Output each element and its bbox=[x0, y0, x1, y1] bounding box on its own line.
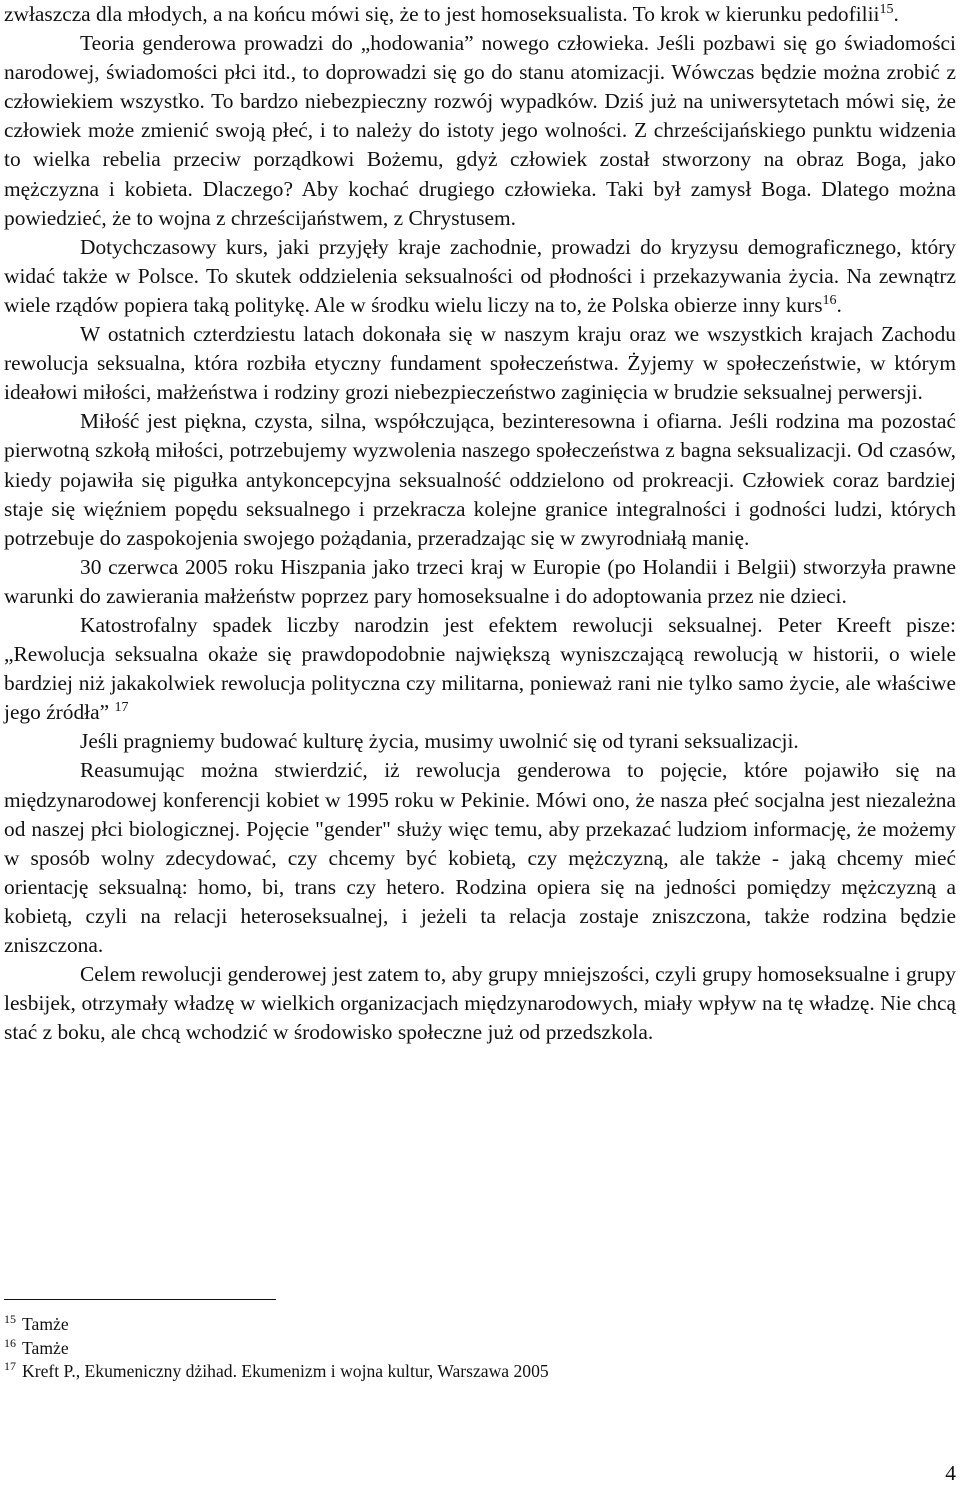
paragraph bbox=[4, 960, 956, 1047]
paragraph bbox=[4, 407, 956, 552]
paragraph-text: Katostrofalny spadek liczby narodzin jest efektem rewolucji seksualnej. Peter Kreeft pisze: „Rewolucja seksualna okaże się prawdopodobnie największą wyniszczającą rewolucją w historii, o wiele bardziej niż jakakolwiek rewolucja polityczna czy militarna, ponieważ rani nie tylko samo życie, ale właściwe jego źródła” bbox=[4, 612, 956, 725]
paragraph bbox=[4, 553, 956, 611]
paragraph-text: Jeśli pragniemy budować kulturę życia, musimy uwolnić się od tyrani seksualizacji. bbox=[80, 729, 799, 754]
paragraph-text: 30 czerwca 2005 roku Hiszpania jako trzeci kraj w Europie (po Holandii i Belgii) stworzyła prawne warunki do zawierania małżeństw poprzez pary homoseksualne i do adoptowania przez nie dzieci. bbox=[4, 554, 956, 608]
paragraph-text: . bbox=[836, 292, 842, 317]
footnote bbox=[4, 1337, 904, 1361]
paragraph bbox=[4, 611, 956, 727]
footnote-number: 16 bbox=[4, 1335, 16, 1350]
footnote-number: 15 bbox=[4, 1312, 16, 1326]
paragraph bbox=[4, 727, 956, 756]
footnote bbox=[4, 1360, 904, 1384]
paragraph bbox=[4, 320, 956, 407]
footnote bbox=[4, 1313, 904, 1337]
footnotes bbox=[4, 1313, 904, 1384]
footnote-reference: 16 bbox=[822, 292, 837, 308]
footnote-reference: 15 bbox=[879, 2, 894, 17]
page-number: 4 bbox=[945, 1461, 956, 1485]
footnote-separator bbox=[4, 1299, 276, 1300]
paragraph bbox=[4, 233, 956, 320]
paragraph-text: W ostatnich czterdziestu latach dokonała się w naszym kraju oraz we wszystkich krajach Zachodu rewolucja seksualna, która rozbiła etyczny fundament społeczeństwa. Żyjemy w społeczeństwie, w którym ideałowi miłości, małżeństwa i rodziny grozi niebezpieczeństwo zaginięcia w brudzie seksualnej perwersji. bbox=[4, 322, 956, 405]
paragraph bbox=[4, 0, 956, 29]
footnote-text: Tamże bbox=[22, 1314, 69, 1334]
paragraph-text: Celem rewolucji genderowej jest zatem to, aby grupy mniejszości, czyli grupy homoseksualne i grupy lesbijek, otrzymały władzę w wielkich organizacjach międzynarodowych, miały wpływ na tę władzę. Nie chcą stać z boku, ale chcą wchodzić w środowisko społeczne już od przedszkola. bbox=[4, 962, 956, 1045]
paragraph-text: Miłość jest piękna, czysta, silna, współczująca, bezinteresowna i ofiarna. Jeśli rodzina ma pozostać pierwotną szkołą miłości, potrzebujemy wyzwolenia naszego społeczeństwa z bagna seksualizacji. Od czasów, kiedy pojawiła się pigułka antykoncepcyjna seksualność oddzielono od prokreacji. Człowiek coraz bardziej staje się więźniem popędu seksualnego i przekracza kolejne granice integralności i godności ludzi, których potrzebuje do zaspokojenia swojego pożądania, przeradzając się w zwyrodniałą manię. bbox=[4, 409, 956, 550]
paragraph-text: Teoria genderowa prowadzi do „hodowania” nowego człowieka. Jeśli pozbawi się go świadomości narodowej, świadomości płci itd., to doprowadzi się go do stanu atomizacji. Wówczas będzie można zrobić z człowiekiem wszystko. To bardzo niebezpieczny rozwój wypadków. Dziś już na uniwersytetach mówi się, że człowiek może zmienić swoją płeć, i to należy do istoty jego wolności. Z chrześcijańskiego punktu widzenia to wielka rebelia przeciw porządkowi Bożemu, gdyż człowiek został stworzony na obraz Boga, jako mężczyzna i kobieta. Dlaczego? Aby kochać drugiego człowieka. Taki był zamysł Boga. Dlatego można powiedzieć, że to wojna z chrześcijaństwem, z Chrystusem. bbox=[4, 31, 956, 230]
footnote-reference: 17 bbox=[114, 700, 129, 716]
paragraph-text: zwłaszcza dla młodych, a na końcu mówi się, że to jest homoseksualista. To krok w kierunku pedofilii bbox=[4, 2, 880, 26]
paragraph bbox=[4, 756, 956, 960]
footnote-text: Tamże bbox=[22, 1337, 69, 1358]
footnote-number: 17 bbox=[4, 1359, 16, 1373]
paragraph-text: . bbox=[893, 2, 899, 26]
paragraph bbox=[4, 29, 956, 233]
paragraph-text: Dotychczasowy kurs, jaki przyjęły kraje zachodnie, prowadzi do kryzysu demograficznego, który widać także w Polsce. To skutek oddzielenia seksualności od płodności i przekazywania życia. Na zewnątrz wiele rządów popiera taką politykę. Ale w środku wielu liczy na to, że Polska obierze inny kurs bbox=[4, 234, 956, 317]
footnote-text: Kreft P., Ekumeniczny dżihad. Ekumenizm i wojna kultur, Warszawa 2005 bbox=[22, 1361, 549, 1381]
body-text bbox=[4, 0, 956, 1047]
paragraph-text: Reasumując można stwierdzić, iż rewolucja genderowa to pojęcie, które pojawiło się na międzynarodowej konferencji kobiet w 1995 roku w Pekinie. Mówi ono, że nasza płeć socjalna jest niezależna od naszej płci biologicznej. Pojęcie "gender" służy więc temu, aby przekazać ludziom informację, że możemy w sposób wolny zdecydować, czy chcemy być kobietą, czy mężczyzną, ale także - jaką chcemy mieć orientację seksualną: homo, bi, trans czy hetero. Rodzina opiera się na jedności pomiędzy mężczyzną a kobietą, czyli na relacji heteroseksualnej, i jeżeli ta relacja zostaje zniszczona, także rodzina będzie zniszczona. bbox=[4, 758, 956, 957]
